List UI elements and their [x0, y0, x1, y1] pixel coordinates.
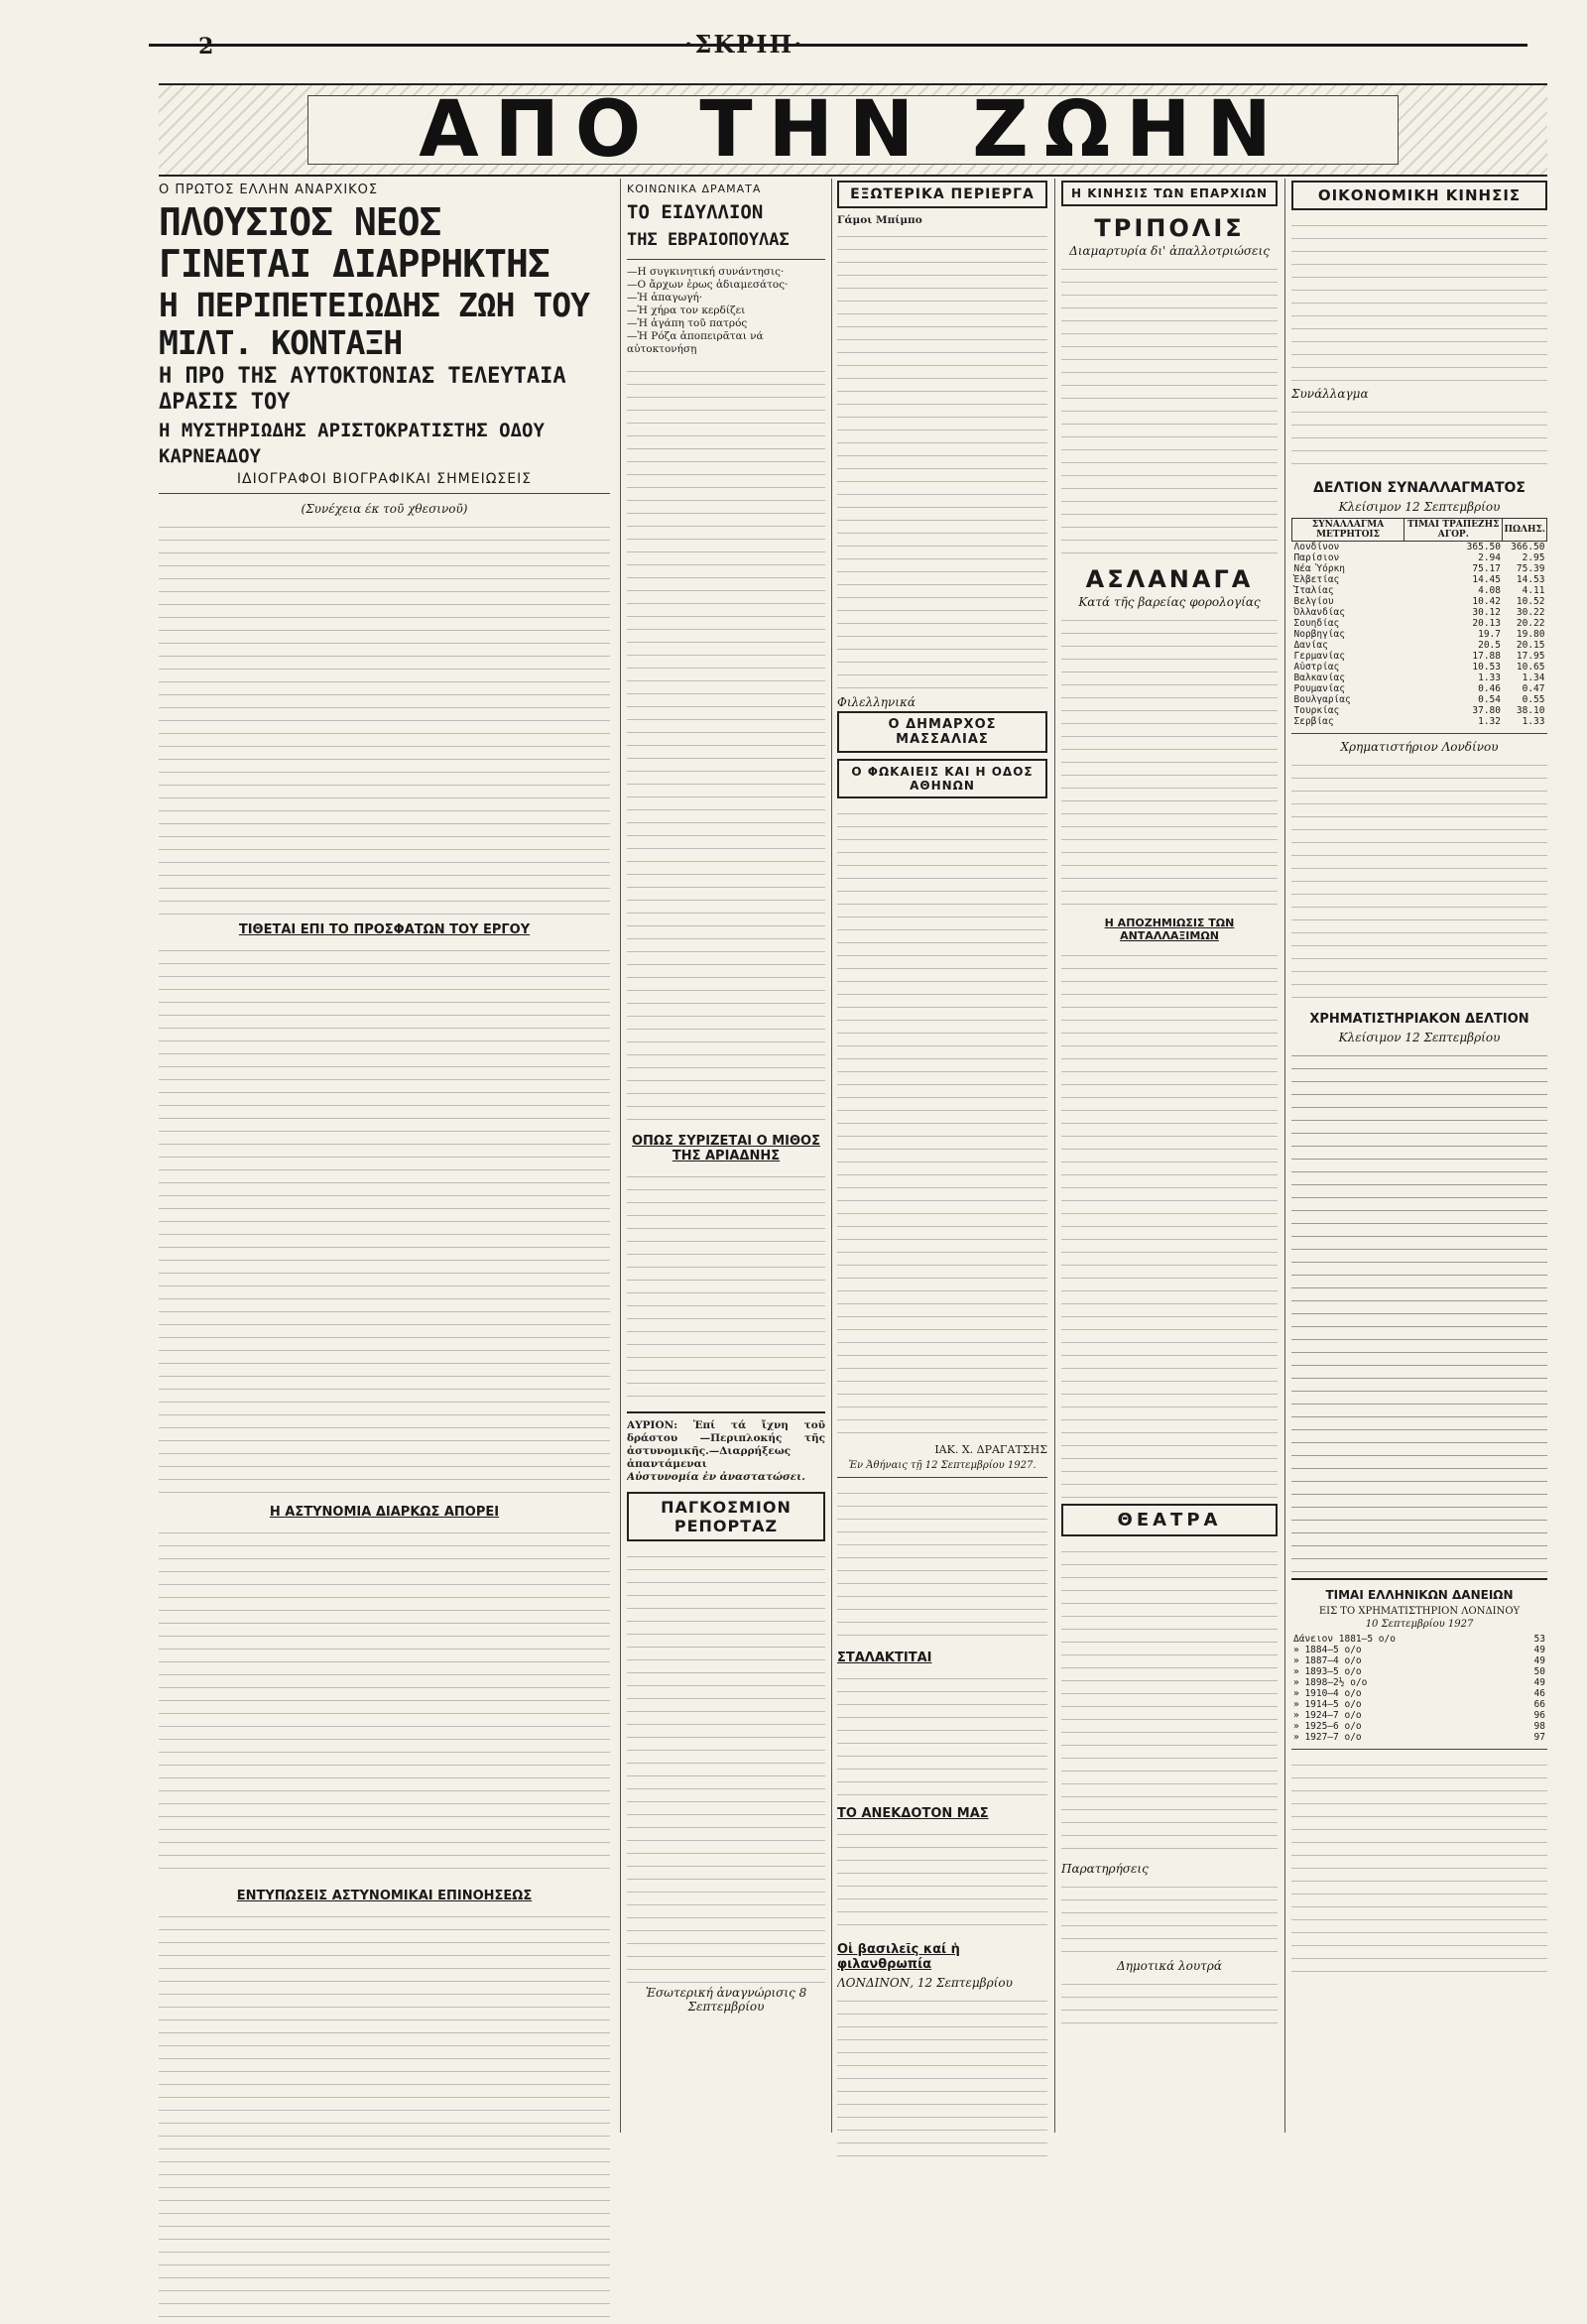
table-row: [1291, 1732, 1547, 1743]
table-cell: Λονδίνον: [1293, 542, 1340, 552]
sign-date: Ἐν Ἀθήναις τῇ 12 Σεπτεμβρίου 1927.: [848, 1460, 1037, 1471]
column-header: ΤΙΜΑΙ ΤΡΑΠΕΖΗΣ ΑΓΟΡ.: [1404, 519, 1503, 542]
table-subtitle: ΕΙΣ ΤΟ ΧΡΗΜΑΤΙΣΤΗΡΙΟΝ ΛΟΝΔΙΝΟΥ: [1318, 1606, 1521, 1617]
body-text: [1291, 1756, 1547, 1974]
city-subheading: Κατά τῆς βαρείας φορολογίας: [1078, 595, 1261, 609]
list-item: —Ἡ χήρα τον κερδίζει: [627, 305, 746, 316]
subsection-label: Χρηματιστήριον Λονδίνου: [1340, 740, 1499, 754]
table-cell: Βαλκανίας: [1293, 673, 1345, 683]
table-cell: 1.32: [1478, 716, 1501, 727]
table-row: [1291, 1655, 1547, 1666]
body-text: [1061, 1878, 1278, 1957]
table-cell: 38.10: [1516, 705, 1545, 716]
body-text: [1291, 756, 1547, 1004]
table-cell: 10.65: [1516, 662, 1545, 673]
body-text: [627, 362, 825, 1126]
sub-heading: ΤΟ ΑΝΕΚΔΟΤΟΝ ΜΑΣ: [837, 1806, 989, 1821]
table-cell: 19.7: [1478, 629, 1501, 640]
table-cell: 20.13: [1472, 618, 1501, 629]
body-text: [837, 1825, 1047, 1934]
table-cell: 366.50: [1511, 542, 1545, 552]
section-banner: [159, 83, 1547, 177]
divider: [159, 493, 610, 494]
rates-body: [1292, 542, 1547, 728]
table-cell: » 1893—5 ο/ο: [1293, 1666, 1362, 1677]
table-row: [1292, 574, 1547, 585]
sub-heading: ΕΝΤΥΠΩΣΕΙΣ ΑΣΤΥΝΟΜΙΚΑΙ ΕΠΙΝΟΗΣΕΩΣ: [236, 1889, 533, 1903]
column-anarchist: [159, 179, 610, 2324]
table-row: [1291, 1634, 1547, 1645]
table-row: [1292, 542, 1547, 553]
loans-table: [1291, 1634, 1547, 1743]
deck-line-1: Η ΠΡΟ ΤΗΣ ΑΥΤΟΚΤΟΝΙΑΣ ΤΕΛΕΥΤΑΙΑ ΔΡΑΣΙΣ ΤΟΥ: [159, 364, 566, 415]
table-cell: 75.39: [1516, 563, 1545, 574]
table-cell: Δάνειον 1881—5 ο/ο: [1293, 1634, 1396, 1645]
table-cell: 46: [1533, 1688, 1545, 1699]
table-cell: Αὐστρίας: [1293, 662, 1340, 673]
list-item: —Ο ἄρχων ἐρως ἀδιαμεσάτος·: [627, 279, 789, 291]
table-row: [1291, 1688, 1547, 1699]
table-cell: 0.55: [1522, 694, 1545, 705]
body-text: [159, 1524, 610, 1881]
table-title: ΧΡΗΜΑΤΙΣΤΗΡΙΑΚΟΝ ΔΕΛΤΙΟΝ: [1309, 1012, 1529, 1027]
table-cell: Βελγίου: [1293, 596, 1334, 607]
body-text: [159, 518, 610, 915]
table-cell: 0.47: [1522, 683, 1545, 694]
table-row: [1292, 662, 1547, 673]
table-cell: 0.54: [1478, 694, 1501, 705]
world-report-heading: ΠΑΓΚΟΣΜΙΟΝ ΡΕΠΟΡΤΑΖ: [627, 1492, 825, 1541]
city-heading: ΑΣΛΑΝΑΓΑ: [1085, 565, 1254, 593]
table-cell: Ρουμανίας: [1293, 683, 1345, 694]
table-row: [1291, 1645, 1547, 1655]
body-text: [159, 941, 610, 1497]
table-cell: 1.34: [1522, 673, 1545, 683]
table-cell: Νορβηγίας: [1293, 629, 1345, 640]
divider: [837, 1477, 1047, 1478]
article-headline: ΤΟ ΕΙΔΥΛΛΙΟΝ: [627, 201, 764, 223]
table-cell: 96: [1533, 1710, 1545, 1721]
city-subheading: Διαμαρτυρία δι' ἀπαλλοτριώσεις: [1069, 244, 1270, 258]
body-text: [1061, 946, 1278, 1502]
article-kicker: Ο ΠΡΩΤΟΣ ΕΛΛΗΝ ΑΝΑΡΧΙΚΟΣ: [159, 183, 379, 197]
divider: [1291, 733, 1547, 734]
table-cell: 20.5: [1478, 640, 1501, 651]
divider: [627, 259, 825, 260]
tomorrow-notice-tail: Αὐστυνομία ἐν ἀναστατώσει.: [627, 1471, 805, 1483]
table-cell: Σερβίας: [1293, 716, 1334, 727]
table-row: [1291, 1666, 1547, 1677]
table-cell: 49: [1533, 1645, 1545, 1655]
city-heading: ΤΡΙΠΟΛΙΣ: [1094, 214, 1245, 242]
table-cell: Ἰταλίας: [1293, 585, 1334, 596]
list-item: —Η συγκινητική συνάντησις·: [627, 266, 785, 278]
table-title: ΔΕΛΤΙΟΝ ΣΥΝΑΛΛΑΓΜΑΤΟΣ: [1313, 480, 1526, 496]
table-cell: 10.53: [1472, 662, 1501, 673]
banner-frame: [307, 85, 1399, 175]
subsection-label: Συνάλλαγμα: [1291, 387, 1369, 401]
table-cell: » 1927—7 ο/ο: [1293, 1732, 1362, 1743]
subsection-label: Δημοτικά λουτρά: [1117, 1959, 1222, 1973]
table-cell: 1.33: [1478, 673, 1501, 683]
section-title: ΑΠΟ ΤΗΝ ΖΩΗΝ: [419, 85, 1287, 175]
table-cell: 30.12: [1472, 607, 1501, 618]
table-cell: 30.22: [1516, 607, 1545, 618]
table-cell: Ἐλβετίας: [1293, 574, 1340, 585]
column-rule: [620, 179, 621, 2133]
sub-heading: ΣΤΑΛΑΚΤΙΤΑΙ: [837, 1651, 932, 1665]
body-text: [627, 1167, 825, 1406]
body-text: [1061, 1542, 1278, 1860]
body-text: [837, 1669, 1047, 1798]
table-cell: 97: [1533, 1732, 1545, 1743]
table-cell: 20.15: [1516, 640, 1545, 651]
article-headline: Ο ΦΩΚΑΙΕΙΣ ΚΑΙ Η ΟΔΟΣ ΑΘΗΝΩΝ: [837, 759, 1047, 798]
column-rule: [831, 179, 832, 2133]
section-heading: ΕΞΩΤΕΡΙΚΑ ΠΕΡΙΕΡΓΑ: [837, 181, 1047, 208]
table-cell: » 1910—4 ο/ο: [1293, 1688, 1362, 1699]
body-text: [1061, 611, 1278, 909]
table-row: [1292, 585, 1547, 596]
table-cell: 20.22: [1516, 618, 1545, 629]
table-cell: » 1898—2½ ο/ο: [1293, 1677, 1368, 1688]
list-item: —Ἡ ἀγάπη τοῦ πατρός: [627, 317, 748, 329]
table-cell: Βουλγαρίας: [1293, 694, 1351, 705]
table-cell: 10.42: [1472, 596, 1501, 607]
page-number: 2: [198, 34, 214, 60]
table-cell: 4.11: [1522, 585, 1545, 596]
table-cell: » 1924—7 ο/ο: [1293, 1710, 1362, 1721]
table-cell: 17.95: [1516, 651, 1545, 662]
section-heading: ΟΙΚΟΝΟΜΙΚΗ ΚΙΝΗΣΙΣ: [1291, 181, 1547, 210]
body-text: [159, 1907, 610, 2324]
tomorrow-notice: ΑΥΡΙΟΝ: Ἐπί τά ἴχνη τοῦ δράστου —Περιπλοκής τῆς ἀστυνομικῆς.—Διαρρήξεως ἀπαντάμεναι: [627, 1419, 825, 1470]
table-row: [1291, 1721, 1547, 1732]
subsection-label: Γάμοι Μπίμπο: [837, 214, 922, 226]
column-provinces: [1061, 179, 1278, 2034]
body-text: [837, 227, 1047, 693]
table-row: [1292, 629, 1547, 640]
column-foreign: [837, 179, 1047, 2160]
top-rule: [149, 44, 1527, 47]
table-cell: 49: [1533, 1677, 1545, 1688]
divider: [627, 1411, 825, 1413]
body-text: [1061, 260, 1278, 557]
deck-line-2: Η ΜΥΣΤΗΡΙΩΔΗΣ ΑΡΙΣΤΟΚΡΑΤΙΣΤΗΣ ΟΔΟΥ ΚΑΡΝΕΑΔΟΥ: [159, 420, 545, 467]
table-cell: 19.80: [1516, 629, 1545, 640]
table-subtitle: Κλείσιμον 12 Σεπτεμβρίου: [1338, 500, 1501, 514]
table-cell: » 1914—5 ο/ο: [1293, 1699, 1362, 1710]
table-cell: 98: [1533, 1721, 1545, 1732]
column-economy: [1291, 179, 1547, 1974]
exchange-rates-table: [1291, 518, 1547, 727]
table-cell: 10.52: [1516, 596, 1545, 607]
table-cell: 1.33: [1522, 716, 1545, 727]
subsection-label: Παρατηρήσεις: [1061, 1862, 1149, 1876]
article-kicker: ΚΟΙΝΩΝΙΚΑ ΔΡΑΜΑΤΑ: [627, 183, 762, 195]
deck-line-3: ΙΔΙΟΓΡΑΦΟΙ ΒΙΟΓΡΑΦΙΚΑΙ ΣΗΜΕΙΩΣΕΙΣ: [236, 471, 533, 487]
article-headline: Ο ΔΗΜΑΡΧΟΣ ΜΑΣΣΑΛΙΑΣ: [837, 711, 1047, 753]
table-row: [1292, 705, 1547, 716]
table-cell: 49: [1533, 1655, 1545, 1666]
table-row: [1291, 1710, 1547, 1721]
article-body: [159, 500, 610, 2324]
table-row: [1292, 694, 1547, 705]
article-headline: ΤΗΣ ΕΒΡΑΙΟΠΟΥΛΑΣ: [627, 230, 790, 250]
body-text: [1291, 403, 1547, 472]
column-rule: [1284, 179, 1285, 2133]
body-text: [837, 804, 1047, 1439]
table-cell: » 1887—4 ο/ο: [1293, 1655, 1362, 1666]
column-header: ΣΥΝΑΛΛΑΓΜΑ ΜΕΤΡΗΤΟΙΣ: [1292, 519, 1404, 542]
table-row: [1292, 618, 1547, 629]
body-text: [1291, 216, 1547, 385]
table-row: [1292, 651, 1547, 662]
table-row: [1292, 563, 1547, 574]
sub-heading: Οἱ βασιλεῖς καί ἡ φιλανθρωπία: [837, 1942, 960, 1972]
loans-body: [1291, 1634, 1547, 1743]
stock-listing: [1291, 1046, 1547, 1572]
divider: [1291, 1578, 1547, 1580]
sub-heading: Η ΑΠΟΖΗΜΙΩΣΙΣ ΤΩΝ ΑΝΤΑΛΛΑΞΙΜΩΝ: [1104, 917, 1235, 942]
table-cell: 37.80: [1472, 705, 1501, 716]
table-row: [1292, 683, 1547, 694]
table-cell: » 1925—6 ο/ο: [1293, 1721, 1362, 1732]
table-row: [1291, 1677, 1547, 1688]
table-cell: 0.46: [1478, 683, 1501, 694]
table-row: [1292, 607, 1547, 618]
table-cell: 2.95: [1522, 552, 1545, 563]
table-cell: » 1884—5 ο/ο: [1293, 1645, 1362, 1655]
table-cell: Παρίσιον: [1293, 552, 1340, 563]
body-text: [837, 1992, 1047, 2160]
table-row: [1292, 596, 1547, 607]
table-cell: 2.94: [1478, 552, 1501, 563]
sub-heading: ΟΠΩΣ ΣΥΡΙΖΕΤΑΙ Ο ΜΙΘΟΣ ΤΗΣ ΑΡΙΑΔΝΗΣ: [632, 1134, 820, 1163]
table-cell: 66: [1533, 1699, 1545, 1710]
table-cell: 17.88: [1472, 651, 1501, 662]
table-cell: 365.50: [1466, 542, 1501, 552]
list-item: —Ἠ ἀπαγωγή·: [627, 292, 703, 304]
divider: [1291, 1749, 1547, 1750]
table-cell: 53: [1533, 1634, 1545, 1645]
column-header: ΠΩΛΗΣ.: [1503, 519, 1547, 542]
summary-list: [627, 266, 825, 356]
table-subtitle: Κλείσιμον 12 Σεπτεμβρίου: [1338, 1031, 1501, 1044]
masthead: ·ΣΚΡΙΠ·: [684, 30, 804, 59]
subsection-label: Φιλελληνικά: [837, 695, 916, 709]
body-text: [1061, 1975, 1278, 2034]
sub-heading: Η ΑΣΤΥΝΟΜΙΑ ΔΙΑΡΚΩΣ ΑΠΟΡΕΙ: [269, 1505, 500, 1520]
main-headline: ΠΛΟΥΣΙΟΣ ΝΕΟΣ ΓΙΝΕΤΑΙ ΔΙΑΡΡΗΚΤΗΣ: [159, 200, 549, 286]
column-drama: [627, 179, 825, 2016]
sub-headline: Η ΠΕΡΙΠΕΤΕΙΩΔΗΣ ΖΩΗ ΤΟΥ ΜΙΛΤ. ΚΟΝΤΑΞΗ: [159, 286, 589, 362]
dateline: Ἐσωτερική ἀναγνώρισις 8 Σεπτεμβρίου: [645, 1986, 807, 2014]
table-cell: Σουηδίας: [1293, 618, 1340, 629]
theatre-heading: ΘΕΑΤΡΑ: [1061, 1504, 1278, 1536]
table-title: ΤΙΜΑΙ ΕΛΛΗΝΙΚΩΝ ΔΑΝΕΙΩΝ: [1325, 1588, 1514, 1602]
table-row: [1292, 716, 1547, 727]
table-cell: Ὀλλανδίας: [1293, 607, 1345, 618]
sub-heading: ΤΙΘΕΤΑΙ ΕΠΙ ΤΟ ΠΡΟΣΦΑΤΩΝ ΤΟΥ ΕΡΓΟΥ: [238, 922, 531, 937]
body-text: [627, 1547, 825, 1984]
table-cell: 50: [1533, 1666, 1545, 1677]
table-cell: 4.08: [1478, 585, 1501, 596]
table-row: [1292, 673, 1547, 683]
body-text: [837, 1484, 1047, 1643]
table-row: [1291, 1699, 1547, 1710]
table-cell: 14.53: [1516, 574, 1545, 585]
table-cell: 75.17: [1472, 563, 1501, 574]
dateline: ΛΟΝΔΙΝΟΝ, 12 Σεπτεμβρίου: [837, 1976, 1013, 1990]
table-cell: Νέα Ὑόρκη: [1293, 563, 1345, 574]
table-cell: Τουρκίας: [1293, 705, 1340, 716]
table-row: [1292, 552, 1547, 563]
table-cell: Δανίας: [1293, 640, 1328, 651]
table-row: [1292, 640, 1547, 651]
table-date: 10 Σεπτεμβρίου 1927: [1365, 1619, 1474, 1630]
section-heading: Η ΚΙΝΗΣΙΣ ΤΩΝ ΕΠΑΡΧΙΩΝ: [1061, 181, 1278, 206]
table-cell: 14.45: [1472, 574, 1501, 585]
signature: ΙΑΚ. Χ. ΔΡΑΓΑΤΣΗΣ: [934, 1443, 1047, 1456]
column-rule: [1054, 179, 1055, 2133]
table-cell: Γερμανίας: [1293, 651, 1345, 662]
continuation-note: (Συνέχεια έκ τοῦ χθεσινοῦ): [301, 502, 468, 516]
list-item: —Ἡ Ρόζα ἀποπειρᾶται νά αὐτοκτονήσῃ: [627, 330, 764, 355]
